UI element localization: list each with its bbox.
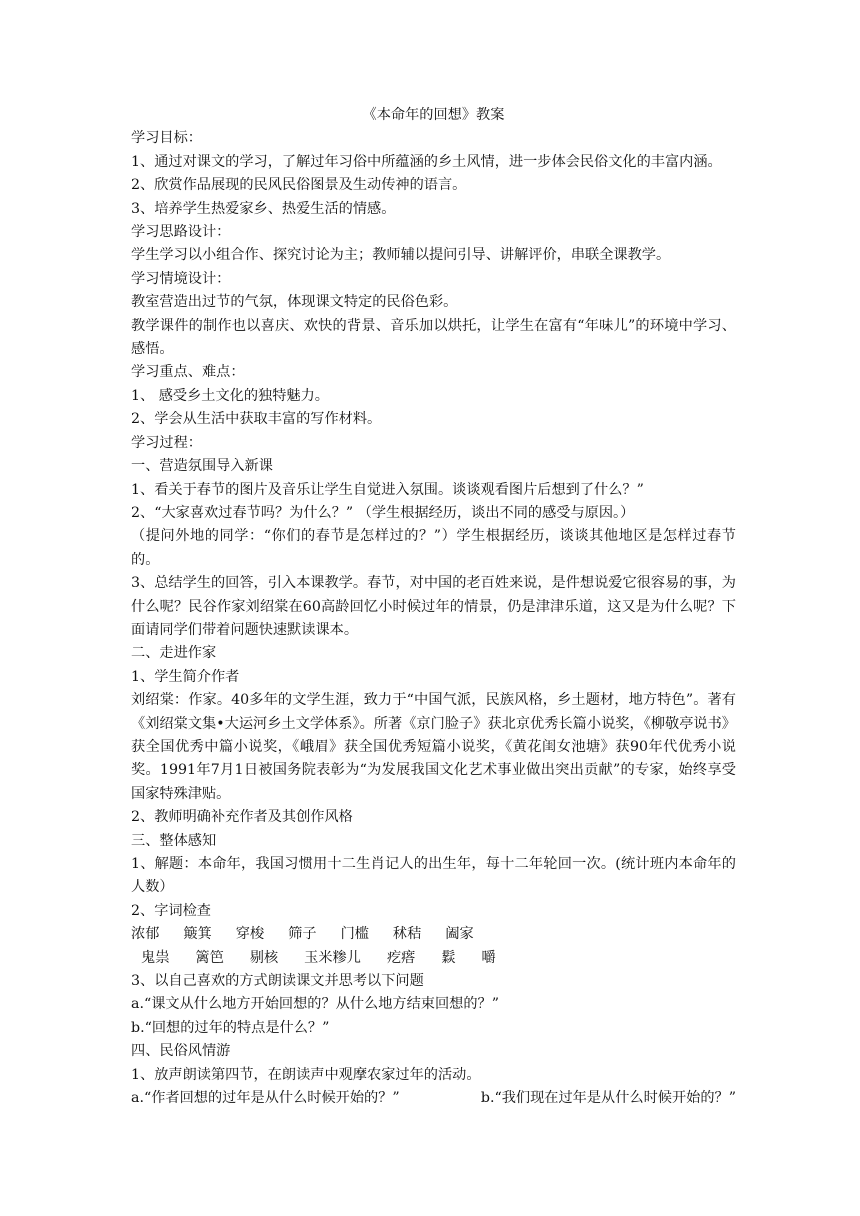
vocab-word: 鬏: [441, 949, 456, 966]
vocab-word: 浓郁: [131, 926, 160, 943]
vocabulary-row: [131, 923, 736, 946]
paragraph: 1、解题：本命年，我国习惯用十二生肖记人的出生年，每十二年轮回一次。(统计班内本命年的人数）: [131, 856, 736, 896]
paragraph: b.“回想的过年的特点是什么？”: [131, 1019, 330, 1036]
section-heading: 三、整体感知: [131, 832, 217, 849]
paragraph: 3、培养学生热爱家乡、热爱生活的情感。: [131, 200, 396, 217]
paragraph: a.“课文从什么地方开始回想的？从什么地方结束回想的？”: [131, 996, 499, 1013]
vocab-word: 篱笆: [195, 949, 224, 966]
section-heading: 二、走进作家: [131, 645, 217, 662]
vocab-word: 秫秸: [392, 926, 422, 943]
heading-approach: 学习思路设计：: [131, 224, 231, 241]
paragraph: 1、通过对课文的学习，了解过年习俗中所蕴涵的乡土风情，进一步体会民俗文化的丰富内涵。: [131, 153, 722, 170]
vocab-word: 玉米糁儿: [304, 949, 361, 966]
vocab-word: 鬼祟: [141, 949, 170, 966]
paragraph: 1、学生简介作者: [131, 668, 240, 685]
paragraph: 学生学习以小组合作、探究讨论为主；教师辅以提问引导、讲解评价，串联全课教学。: [131, 247, 671, 264]
paragraph: 教学课件的制作也以喜庆、欢快的背景、音乐加以烘托，让学生在富有“年味儿”的环境中学习、感悟。: [131, 317, 736, 358]
heading-objectives: 学习目标：: [131, 130, 202, 147]
vocab-word: 门槛: [340, 926, 369, 943]
vocab-word: 疙瘩: [386, 949, 416, 966]
vocab-word: 簸箕: [183, 926, 212, 943]
question-b: b.“我们现在过年是从什么时候开始的？”: [480, 1090, 736, 1107]
paragraph: 2、欣赏作品展现的民风民俗图景及生动传神的语言。: [131, 177, 467, 194]
paragraph: 2、字词检查: [131, 902, 211, 919]
paragraph: 1、 感受乡土文化的独特魅力。: [131, 387, 329, 404]
paragraph: 1、看关于春节的图片及音乐让学生自觉进入氛围。谈谈观看图片后想到了什么？”: [131, 481, 644, 498]
paragraph: 3、以自己喜欢的方式朗读课文并思考以下问题: [131, 973, 424, 990]
paragraph: （提问外地的同学：“你们的春节是怎样过的？”）学生根据经历，谈谈其他地区是怎样过春节的。: [131, 528, 736, 568]
document-title: 《本命年的回想》教案: [362, 107, 505, 123]
question-pair: [131, 1087, 736, 1110]
paragraph: 1、放声朗读第四节，在朗读声中观摩农家过年的活动。: [131, 1066, 481, 1083]
vocabulary-row: [131, 947, 736, 970]
heading-key-points: 学习重点、难点：: [131, 364, 245, 381]
vocab-word: 嚼: [481, 949, 496, 966]
paragraph: 2、教师明确补充作者及其创作风格: [131, 809, 353, 826]
document-page: [131, 104, 736, 1110]
vocab-word: 穿梭: [235, 926, 265, 943]
section-heading: 四、民俗风情游: [131, 1043, 231, 1060]
question-a: a.“作者回想的过年是从什么时候开始的？”: [131, 1090, 400, 1107]
paragraph: 刘绍棠：作家。40多年的文学生涯，致力于“中国气派，民族风格，乡土题材，地方特色”。著有《刘绍棠文集•大运河乡土文学体系》。所著《京门脸子》获北京优秀长篇小说奖，《柳敬亭说书》获全国优秀中篇小说奖，《峨眉》获全国优秀短篇小说奖，《黄花闺女池塘》获90年代优秀小说奖。1991年7月1日被国务院表彰为“为发展我国文化艺术事业做出突出贡献”的专家，始终享受国家特殊津贴。: [131, 692, 736, 802]
heading-context: 学习情境设计：: [131, 270, 231, 287]
section-heading: 一、营造氛围导入新课: [131, 458, 273, 475]
paragraph: 2、“大家喜欢过春节吗？为什么？” （学生根据经历，谈出不同的感受与原因。）: [131, 504, 635, 521]
vocab-word: 筛子: [288, 926, 317, 943]
vocab-word: 剔核: [249, 949, 279, 966]
paragraph: 3、总结学生的回答，引入本课教学。春节，对中国的老百姓来说，是件想说爱它很容易的事，为什么呢？民谷作家刘绍棠在60高龄回忆小时候过年的情景，仍是津津乐道，这又是为什么呢？下面请同学们带着问题快速默读课本。: [131, 575, 736, 638]
heading-process: 学习过程：: [131, 434, 202, 451]
vocab-word: 阖家: [445, 926, 474, 943]
paragraph: 2、学会从生活中获取丰富的写作材料。: [131, 411, 382, 428]
paragraph: 教室营造出过节的气氛，体现课文特定的民俗色彩。: [131, 294, 458, 311]
